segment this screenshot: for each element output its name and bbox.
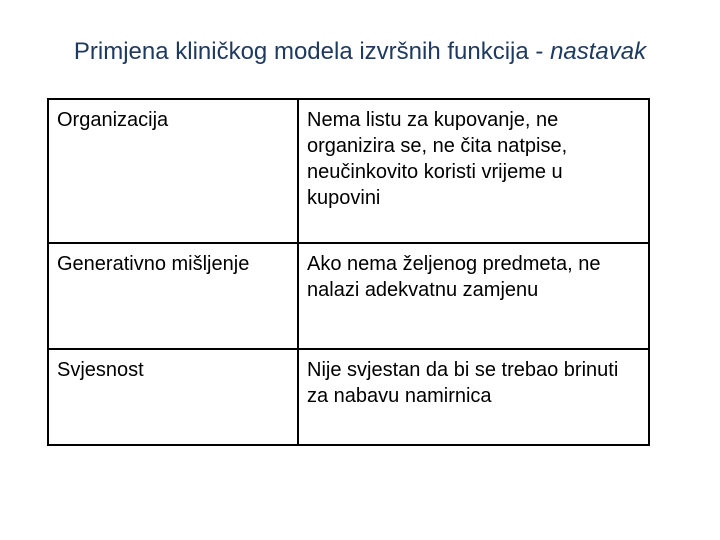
description-cell: Nema listu za kupovanje, ne organizira se, ne čita natpise, neučinkovito koristi vrijeme u kupovini	[298, 99, 649, 243]
table-row	[48, 349, 649, 445]
table-row	[48, 243, 649, 349]
term-cell: Svjesnost	[48, 349, 298, 445]
executive-functions-table	[47, 98, 650, 446]
slide-title-italic: nastavak	[550, 38, 647, 65]
slide-title-text: Primjena kliničkog modela izvršnih funkcija -	[73, 38, 551, 65]
description-cell: Ako nema željenog predmeta, ne nalazi adekvatnu zamjenu	[298, 243, 649, 349]
table-row	[48, 99, 649, 243]
slide-title	[0, 38, 720, 66]
term-cell: Organizacija	[48, 99, 298, 243]
term-cell: Generativno mišljenje	[48, 243, 298, 349]
description-cell: Nije svjestan da bi se trebao brinuti za nabavu namirnica	[298, 349, 649, 445]
